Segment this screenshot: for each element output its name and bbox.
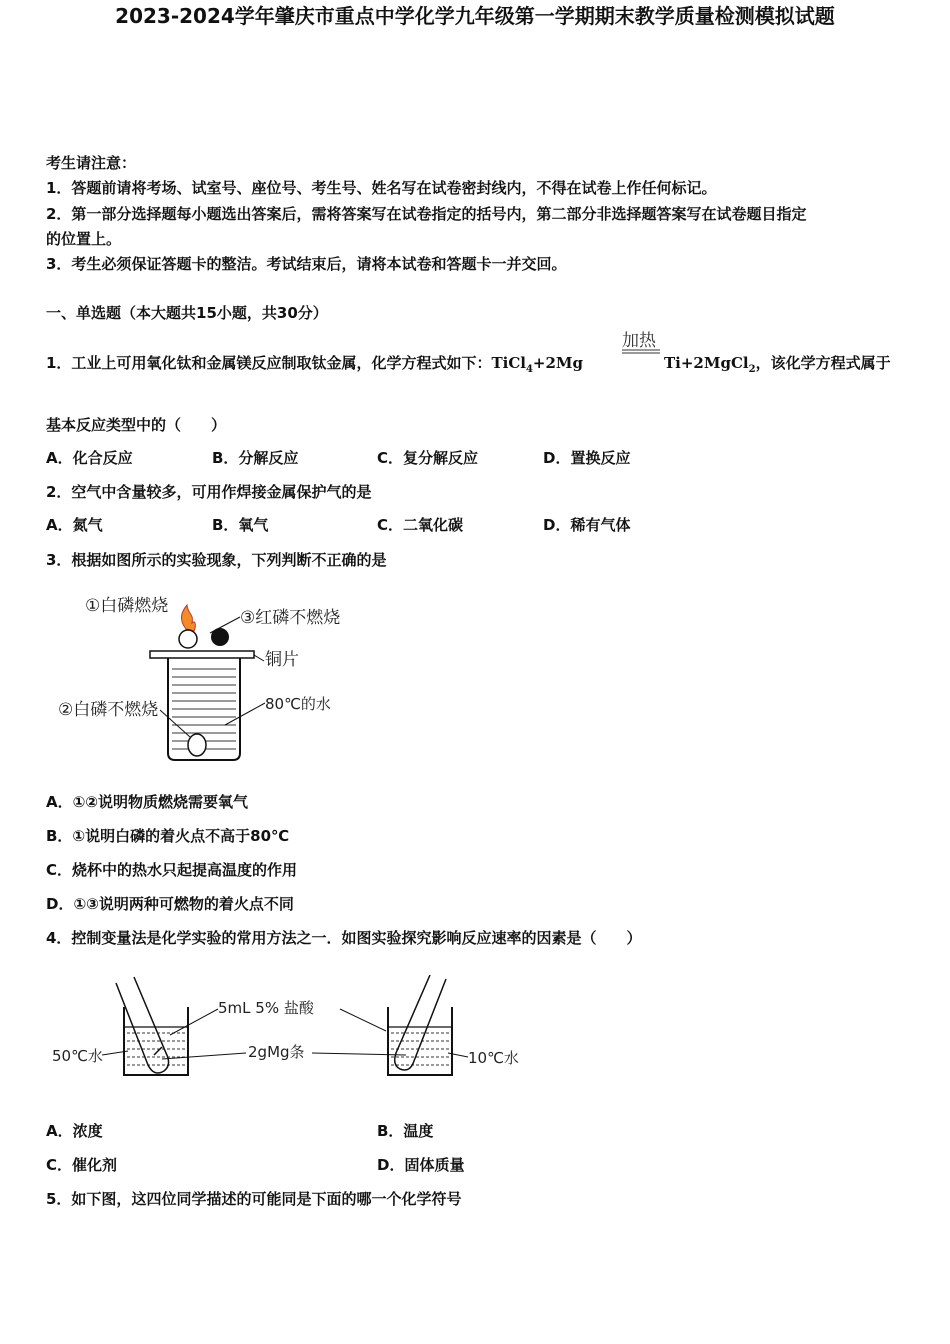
q4-option-c[interactable]: C．催化剂 [46, 1156, 118, 1174]
q1-eq-left-main: TiCl [491, 354, 526, 372]
q3-label-copper: 铜片 [265, 650, 299, 670]
q3-label-2: ②白磷不燃烧 [58, 700, 159, 720]
q1-stem [46, 352, 583, 375]
q1-eq-right [664, 354, 756, 375]
q1-stem-tail: ，该化学方程式属于 [755, 354, 891, 372]
q4-label-right: 10℃水 [468, 1049, 519, 1067]
q1-equals-sign [620, 348, 662, 356]
q1-stem-cont: 基本反应类型中的（ ） [46, 416, 227, 434]
white-phosphorus-water [188, 734, 206, 756]
q3-label-3: ③红磷不燃烧 [240, 608, 341, 628]
q2-option-b[interactable]: B．氧气 [212, 516, 269, 534]
q3-label-water: 80℃的水 [265, 695, 331, 713]
q1-eq-right-sub: 2 [748, 364, 756, 375]
notice-item-1: 1．答题前请将考场、试室号、座位号、考生号、姓名写在试卷密封线内，不得在试卷上作任何标记。 [46, 179, 717, 197]
q4-label-left: 50℃水 [52, 1047, 103, 1065]
q1-eq-left-sub: 4 [525, 364, 533, 375]
copper-plate [150, 651, 254, 658]
q3-option-a[interactable]: A．①②说明物质燃烧需要氧气 [46, 793, 249, 811]
q1-option-d[interactable]: D．置换反应 [543, 449, 631, 467]
q1-eq-left [491, 354, 584, 375]
q4-figure [50, 975, 530, 1087]
q3-option-d[interactable]: D．①③说明两种可燃物的着火点不同 [46, 895, 294, 913]
q4-label-mg: 2gMg条 [248, 1043, 305, 1061]
q1-condition: 加热 [622, 331, 656, 351]
q1-eq-right-main: Ti+2MgCl [664, 354, 749, 372]
q4-option-b[interactable]: B．温度 [377, 1122, 434, 1140]
page-title: 2023-2024学年肇庆市重点中学化学九年级第一学期期末教学质量检测模拟试题 [115, 4, 835, 28]
notice-item-2: 2．第一部分选择题每小题选出答案后，需将答案写在试卷指定的括号内，第二部分非选择题答案写在试卷题目指定 [46, 205, 807, 223]
q1-option-c[interactable]: C．复分解反应 [377, 449, 479, 467]
q1-stem-text: 1．工业上可用氧化钛和金属镁反应制取钛金属，化学方程式如下： [46, 354, 492, 372]
notice-item-2-cont: 的位置上。 [46, 230, 122, 248]
q4-stem: 4．控制变量法是化学实验的常用方法之一．如图实验探究影响反应速率的因素是（ ） [46, 929, 642, 947]
q2-stem: 2．空气中含量较多，可用作焊接金属保护气的是 [46, 483, 372, 501]
q3-label-1: ①白磷燃烧 [85, 596, 169, 616]
section-heading: 一、单选题（本大题共15小题，共30分） [46, 304, 328, 322]
q2-option-c[interactable]: C．二氧化碳 [377, 516, 464, 534]
q3-option-c[interactable]: C．烧杯中的热水只起提高温度的作用 [46, 861, 298, 879]
notice-heading: 考生请注意： [46, 154, 137, 172]
notice-item-3: 3．考生必须保证答题卡的整洁。考试结束后，请将本试卷和答题卡一并交回。 [46, 255, 567, 273]
q4-option-d[interactable]: D．固体质量 [377, 1156, 465, 1174]
q2-option-d[interactable]: D．稀有气体 [543, 516, 631, 534]
q3-stem: 3．根据如图所示的实验现象，下列判断不正确的是 [46, 551, 387, 569]
q1-option-a[interactable]: A．化合反应 [46, 449, 133, 467]
q5-stem: 5．如下图，这四位同学描述的可能同是下面的哪一个化学符号 [46, 1190, 462, 1208]
right-test-tube [395, 975, 446, 1070]
q1-stem-right [664, 352, 891, 375]
q4-label-acid: 5mL 5% 盐酸 [218, 999, 314, 1017]
q3-option-b[interactable]: B．①说明白磷的着火点不高于80℃ [46, 827, 290, 845]
q2-option-a[interactable]: A．氮气 [46, 516, 103, 534]
q3-figure [50, 585, 360, 770]
q1-option-b[interactable]: B．分解反应 [212, 449, 299, 467]
flame-icon [181, 605, 195, 631]
q1-eq-left-mg: +2Mg [532, 354, 584, 372]
white-phosphorus-top [179, 630, 197, 648]
q4-option-a[interactable]: A．浓度 [46, 1122, 103, 1140]
